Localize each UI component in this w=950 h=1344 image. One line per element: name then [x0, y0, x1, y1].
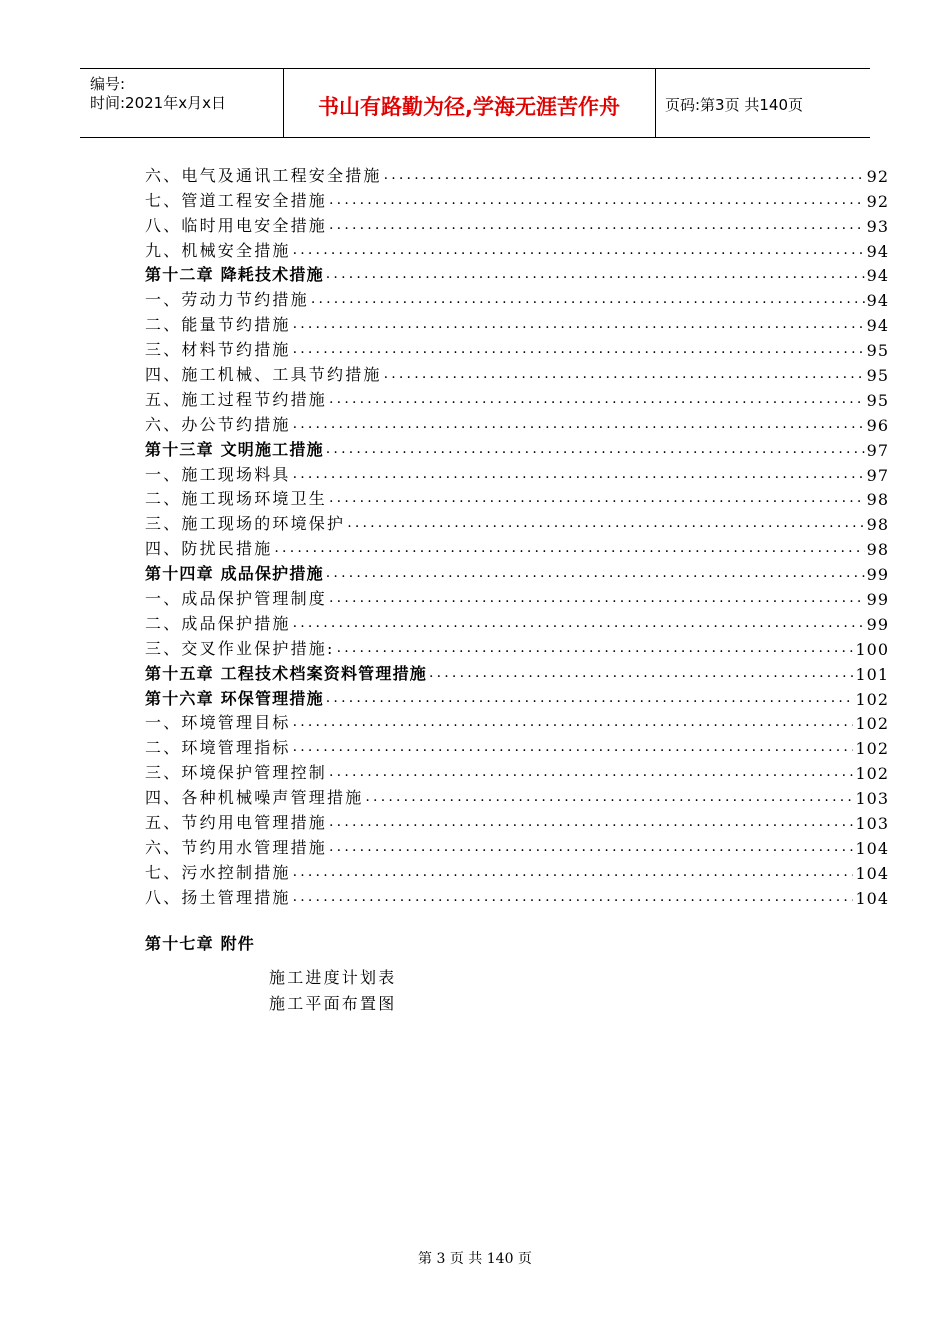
toc-row — [145, 733, 889, 758]
toc-leader-dots — [326, 441, 865, 460]
toc-entry-title: 二、能量节约措施 — [145, 315, 291, 335]
toc-entry-title: 二、施工现场环境卫生 — [145, 489, 328, 509]
toc-page-number: 92 — [866, 191, 889, 211]
toc-entry-title: 五、节约用电管理措施 — [145, 813, 328, 833]
toc-page-number: 97 — [866, 465, 889, 485]
toc-page-number: 96 — [866, 415, 889, 435]
toc-leader-dots — [337, 640, 854, 659]
toc-leader-dots — [329, 490, 865, 509]
toc-row — [145, 285, 889, 310]
toc-leader-dots — [329, 391, 865, 410]
toc-page-number: 94 — [866, 291, 889, 311]
toc-leader-dots — [384, 167, 865, 186]
toc-entry-title: 三、环境保护管理控制 — [145, 763, 328, 783]
toc-leader-dots — [365, 789, 853, 808]
toc-row — [145, 709, 889, 734]
toc-entry-title: 八、临时用电安全措施 — [145, 215, 328, 235]
appendix-item: 施工平面布置图 — [269, 994, 397, 1013]
toc-entry-title: 第十六章 环保管理措施 — [145, 688, 324, 708]
toc-entry-title: 一、劳动力节约措施 — [145, 290, 309, 310]
toc-page-number: 98 — [866, 490, 889, 510]
toc-page-number: 101 — [855, 664, 889, 684]
toc-row — [145, 883, 889, 908]
toc-page-number: 95 — [866, 341, 889, 361]
toc-entry-title: 二、环境管理指标 — [145, 738, 291, 758]
serial-number-label: 编号: — [90, 75, 126, 93]
toc-row — [145, 236, 889, 261]
toc-page-number: 102 — [855, 739, 889, 759]
toc-page-number: 102 — [855, 764, 889, 784]
toc-page-number: 99 — [866, 590, 889, 610]
toc-page-number: 99 — [866, 614, 889, 634]
toc-leader-dots — [293, 615, 865, 634]
toc-leader-dots — [293, 316, 865, 335]
toc-entry-title: 七、管道工程安全措施 — [145, 190, 328, 210]
toc-entry-title: 三、材料节约措施 — [145, 340, 291, 360]
toc-row — [145, 186, 889, 211]
toc-chapter-row — [145, 435, 889, 460]
toc-leader-dots — [329, 217, 865, 236]
toc-leader-dots — [326, 266, 865, 285]
toc-row — [145, 808, 889, 833]
toc-page-number: 97 — [866, 440, 889, 460]
toc-entry-title: 六、办公节约措施 — [145, 414, 291, 434]
toc-chapter-row — [145, 659, 889, 684]
toc-page-number: 103 — [855, 814, 889, 834]
toc-row — [145, 609, 889, 634]
toc-page-number: 102 — [855, 689, 889, 709]
toc-page-number: 104 — [855, 838, 889, 858]
toc-row — [145, 833, 889, 858]
toc-entry-title: 第十二章 降耗技术措施 — [145, 265, 324, 285]
toc-leader-dots — [293, 864, 854, 883]
toc-entry-title: 九、机械安全措施 — [145, 240, 291, 260]
toc-page-number: 94 — [866, 241, 889, 261]
toc-leader-dots — [326, 565, 865, 584]
header-right-cell — [655, 69, 870, 137]
toc-entry-title: 第十四章 成品保护措施 — [145, 564, 324, 584]
toc-leader-dots — [311, 291, 865, 310]
toc-row — [145, 509, 889, 534]
toc-leader-dots — [293, 466, 865, 485]
toc-entry-title: 六、节约用水管理措施 — [145, 837, 328, 857]
toc-leader-dots — [274, 540, 864, 559]
toc-page-number: 93 — [866, 216, 889, 236]
toc-leader-dots — [329, 192, 865, 211]
toc-page-number: 94 — [866, 316, 889, 336]
appendix-chapter-title: 第十七章 附件 — [145, 934, 255, 953]
toc-row — [145, 485, 889, 510]
header-left-cell — [80, 69, 284, 137]
toc-row — [145, 161, 889, 186]
toc-entry-title: 一、环境管理目标 — [145, 713, 291, 733]
toc-entry-title: 第十三章 文明施工措施 — [145, 439, 324, 459]
toc-row — [145, 858, 889, 883]
toc-row — [145, 211, 889, 236]
toc-chapter-row — [145, 559, 889, 584]
toc-leader-dots — [293, 889, 854, 908]
toc-entry-title: 八、扬土管理措施 — [145, 887, 291, 907]
toc-page-number: 98 — [866, 540, 889, 560]
toc-page-number: 103 — [855, 789, 889, 809]
header-motto: 书山有路勤为径,学海无涯苦作舟 — [318, 95, 620, 119]
toc-entry-title: 三、交叉作业保护措施: — [145, 638, 335, 658]
toc-page-number: 100 — [855, 639, 889, 659]
toc-row — [145, 758, 889, 783]
toc-leader-dots — [329, 764, 853, 783]
toc-chapter-row — [145, 684, 889, 709]
toc-leader-dots — [293, 416, 865, 435]
toc-row — [145, 534, 889, 559]
toc-page-number: 95 — [866, 366, 889, 386]
toc-page-number: 95 — [866, 390, 889, 410]
date-label: 时间:2021年x月x日 — [90, 94, 226, 112]
toc-entry-title: 一、施工现场料具 — [145, 464, 291, 484]
toc-leader-dots — [329, 839, 853, 858]
toc-leader-dots — [347, 515, 864, 534]
toc-row — [145, 460, 889, 485]
toc-entry-title: 六、电气及通讯工程安全措施 — [145, 165, 382, 185]
toc-leader-dots — [293, 341, 865, 360]
toc-leader-dots — [293, 242, 865, 261]
toc-page-number: 102 — [855, 714, 889, 734]
page-footer: 第 3 页 共 140 页 — [418, 1251, 532, 1267]
toc-entry-title: 第十五章 工程技术档案资料管理措施 — [145, 663, 427, 683]
toc-row — [145, 385, 889, 410]
toc-leader-dots — [384, 366, 865, 385]
toc-entry-title: 四、防扰民措施 — [145, 539, 273, 559]
toc-row — [145, 783, 889, 808]
toc-leader-dots — [326, 690, 854, 709]
toc-row — [145, 360, 889, 385]
appendix-item: 施工进度计划表 — [269, 968, 397, 987]
toc-leader-dots — [293, 739, 854, 758]
toc-page-number: 99 — [866, 565, 889, 585]
header-page-info: 页码:第3页 共140页 — [665, 96, 803, 114]
toc-leader-dots — [329, 590, 865, 609]
table-of-contents — [145, 161, 889, 908]
toc-entry-title: 四、施工机械、工具节约措施 — [145, 365, 382, 385]
page-header — [80, 68, 870, 138]
toc-row — [145, 410, 889, 435]
appendix-list — [269, 965, 396, 1017]
toc-page-number: 94 — [866, 266, 889, 286]
toc-row — [145, 634, 889, 659]
toc-entry-title: 二、成品保护措施 — [145, 613, 291, 633]
toc-entry-title: 四、各种机械噪声管理措施 — [145, 788, 364, 808]
toc-leader-dots — [429, 665, 853, 684]
toc-leader-dots — [329, 814, 853, 833]
toc-chapter-row — [145, 261, 889, 286]
toc-entry-title: 七、污水控制措施 — [145, 862, 291, 882]
toc-page-number: 98 — [866, 515, 889, 535]
toc-row — [145, 335, 889, 360]
toc-leader-dots — [293, 714, 854, 733]
toc-entry-title: 三、施工现场的环境保护 — [145, 514, 346, 534]
toc-entry-title: 一、成品保护管理制度 — [145, 589, 328, 609]
header-middle-cell — [283, 69, 656, 137]
toc-row — [145, 310, 889, 335]
toc-page-number: 104 — [855, 888, 889, 908]
toc-page-number: 92 — [866, 166, 889, 186]
toc-entry-title: 五、施工过程节约措施 — [145, 389, 328, 409]
toc-row — [145, 584, 889, 609]
toc-page-number: 104 — [855, 863, 889, 883]
